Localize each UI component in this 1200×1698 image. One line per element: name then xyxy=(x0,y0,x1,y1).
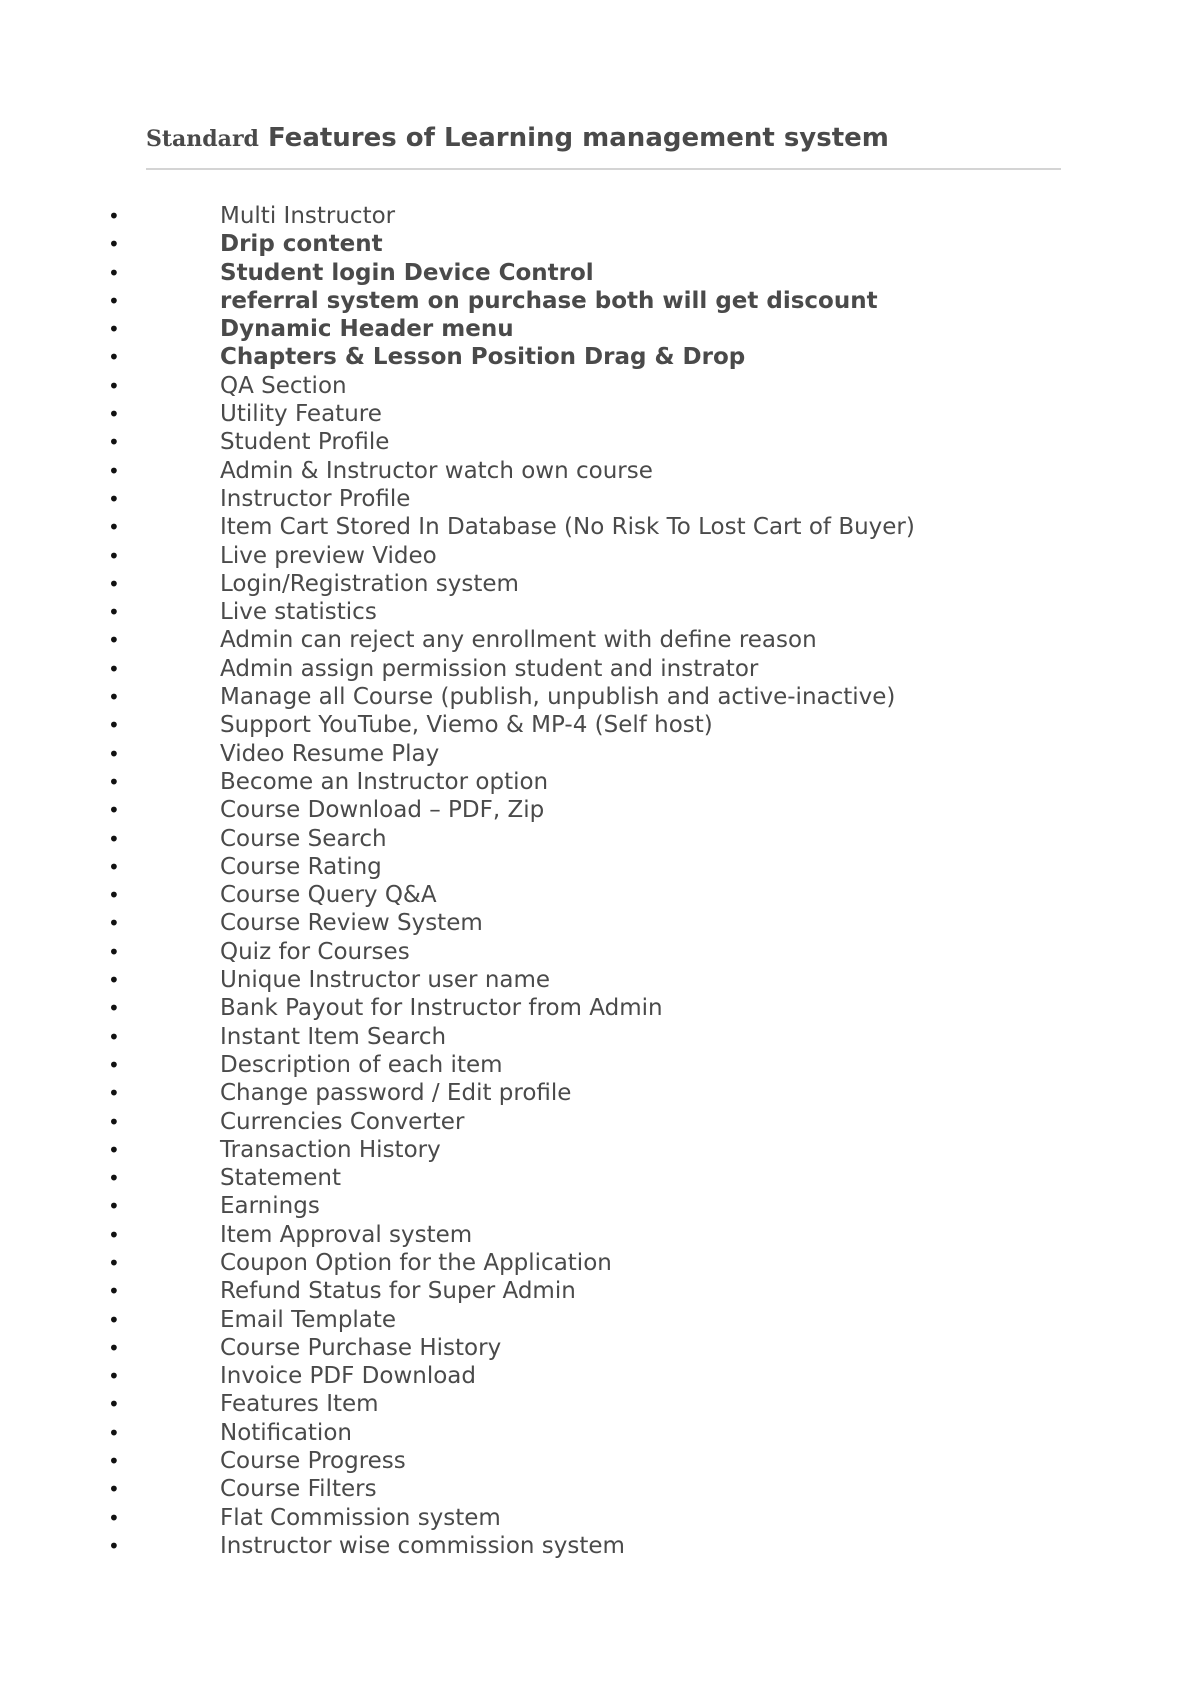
list-item-text: Change password / Edit profile xyxy=(220,1080,572,1107)
list-item-text: Manage all Course (publish, unpublish and active-inactive) xyxy=(220,684,896,711)
bullet-icon: • xyxy=(108,1081,120,1106)
list-item-text: Course Progress xyxy=(220,1448,406,1475)
bullet-icon: • xyxy=(108,1279,120,1304)
list-item-text: Flat Commission system xyxy=(220,1504,501,1531)
list-item-text: Drip content xyxy=(220,231,383,258)
bullet-icon: • xyxy=(108,600,120,625)
list-item-text: Statement xyxy=(220,1165,342,1192)
bullet-icon: • xyxy=(108,1533,120,1558)
bullet-icon: • xyxy=(108,685,120,710)
list-item-text: Instant Item Search xyxy=(220,1023,447,1050)
list-item-text: Support YouTube, Viemo & MP-4 (Self host) xyxy=(220,712,713,739)
bullet-icon: • xyxy=(108,769,120,794)
bullet-icon: • xyxy=(108,1307,120,1332)
bullet-icon: • xyxy=(108,345,120,370)
bullet-icon: • xyxy=(108,1335,120,1360)
list-item-text: Admin can reject any enrollment with define reason xyxy=(220,627,817,654)
list-item-text: Notification xyxy=(220,1419,352,1446)
list-item-text: referral system on purchase both will get discount xyxy=(220,287,878,314)
bullet-icon: • xyxy=(108,571,120,596)
bullet-icon: • xyxy=(108,656,120,681)
list-item-text: Currencies Converter xyxy=(220,1108,465,1135)
list-item-text: Bank Payout for Instructor from Admin xyxy=(220,995,663,1022)
list-item-text: Description of each item xyxy=(220,1051,503,1078)
bullet-icon: • xyxy=(108,854,120,879)
bullet-icon: • xyxy=(108,1477,120,1502)
list-item-text: Course Review System xyxy=(220,910,483,937)
list-item-text: Unique Instructor user name xyxy=(220,967,551,994)
list-item-text: Dynamic Header menu xyxy=(220,316,514,343)
title-underline-divider xyxy=(146,168,1061,170)
list-item-text: Transaction History xyxy=(220,1136,441,1163)
list-item-text: Admin & Instructor watch own course xyxy=(220,457,653,484)
bullet-icon: • xyxy=(108,515,120,540)
bullet-icon: • xyxy=(108,1109,120,1134)
bullet-icon: • xyxy=(108,458,120,483)
bullet-icon: • xyxy=(108,430,120,455)
bullet-icon: • xyxy=(108,883,120,908)
list-item-text: Live statistics xyxy=(220,599,377,626)
list-item-text: Item Approval system xyxy=(220,1221,473,1248)
list-item-text: Course Search xyxy=(220,825,387,852)
bullet-icon: • xyxy=(108,996,120,1021)
bullet-icon: • xyxy=(108,1052,120,1077)
list-item-text: Course Filters xyxy=(220,1476,377,1503)
bullet-icon: • xyxy=(108,1024,120,1049)
bullet-icon: • xyxy=(108,1250,120,1275)
list-item-text: Chapters & Lesson Position Drag & Drop xyxy=(220,344,746,371)
bullet-icon: • xyxy=(108,939,120,964)
bullet-icon: • xyxy=(108,1505,120,1530)
bullet-icon: • xyxy=(108,1392,120,1417)
list-item-text: Quiz for Courses xyxy=(220,938,410,965)
list-item-text: Live preview Video xyxy=(220,542,437,569)
list-item-text: Instructor Profile xyxy=(220,485,411,512)
list-item-text: Course Rating xyxy=(220,853,382,880)
list-item-text: Earnings xyxy=(220,1193,320,1220)
bullet-icon: • xyxy=(108,911,120,936)
list-item-text: Features Item xyxy=(220,1391,379,1418)
list-item-text: QA Section xyxy=(220,372,347,399)
list-item-text: Multi Instructor xyxy=(220,203,396,229)
bullet-icon: • xyxy=(108,628,120,653)
list-item-text: Refund Status for Super Admin xyxy=(220,1278,576,1305)
list-item-text: Email Template xyxy=(220,1306,397,1333)
list-item-text: Student Profile xyxy=(220,429,390,456)
list-item-text: Student login Device Control xyxy=(220,259,594,286)
list-item-text: Course Query Q&A xyxy=(220,882,437,909)
bullet-icon: • xyxy=(108,1166,120,1191)
bullet-icon: • xyxy=(108,798,120,823)
bullet-icon: • xyxy=(108,741,120,766)
list-item-text: Utility Feature xyxy=(220,401,382,428)
list-item-text: Course Download – PDF, Zip xyxy=(220,797,545,824)
bullet-icon: • xyxy=(108,260,120,285)
document-title-main: Features of Learning management system xyxy=(258,123,889,153)
bullet-icon: • xyxy=(108,402,120,427)
bullet-icon: • xyxy=(108,317,120,342)
bullet-icon: • xyxy=(108,373,120,398)
list-item-text: Course Purchase History xyxy=(220,1334,502,1361)
bullet-icon: • xyxy=(108,1222,120,1247)
list-item-text: Video Resume Play xyxy=(220,740,440,767)
list-item-text: Coupon Option for the Application xyxy=(220,1249,612,1276)
list-item-text: Login/Registration system xyxy=(220,570,519,597)
bullet-icon: • xyxy=(108,1364,120,1389)
bullet-icon: • xyxy=(108,1137,120,1162)
document-title-prefix: Standard xyxy=(146,126,259,152)
bullet-icon: • xyxy=(108,288,120,313)
bullet-icon: • xyxy=(108,826,120,851)
bullet-icon: • xyxy=(108,232,120,257)
bullet-icon: • xyxy=(108,486,120,511)
bullet-icon: • xyxy=(108,543,120,568)
bullet-icon: • xyxy=(108,204,120,228)
bullet-icon: • xyxy=(108,1449,120,1474)
bullet-icon: • xyxy=(108,713,120,738)
list-item-text: Instructor wise commission system xyxy=(220,1532,625,1559)
bullet-icon: • xyxy=(108,1194,120,1219)
document-title xyxy=(146,118,889,159)
list-item-text: Invoice PDF Download xyxy=(220,1363,476,1390)
list-item-text: Admin assign permission student and instrator xyxy=(220,655,759,682)
list-item-text: Item Cart Stored In Database (No Risk To Lost Cart of Buyer) xyxy=(220,514,915,541)
list-item-text: Become an Instructor option xyxy=(220,768,549,795)
bullet-icon: • xyxy=(108,968,120,993)
bullet-icon: • xyxy=(108,1420,120,1445)
